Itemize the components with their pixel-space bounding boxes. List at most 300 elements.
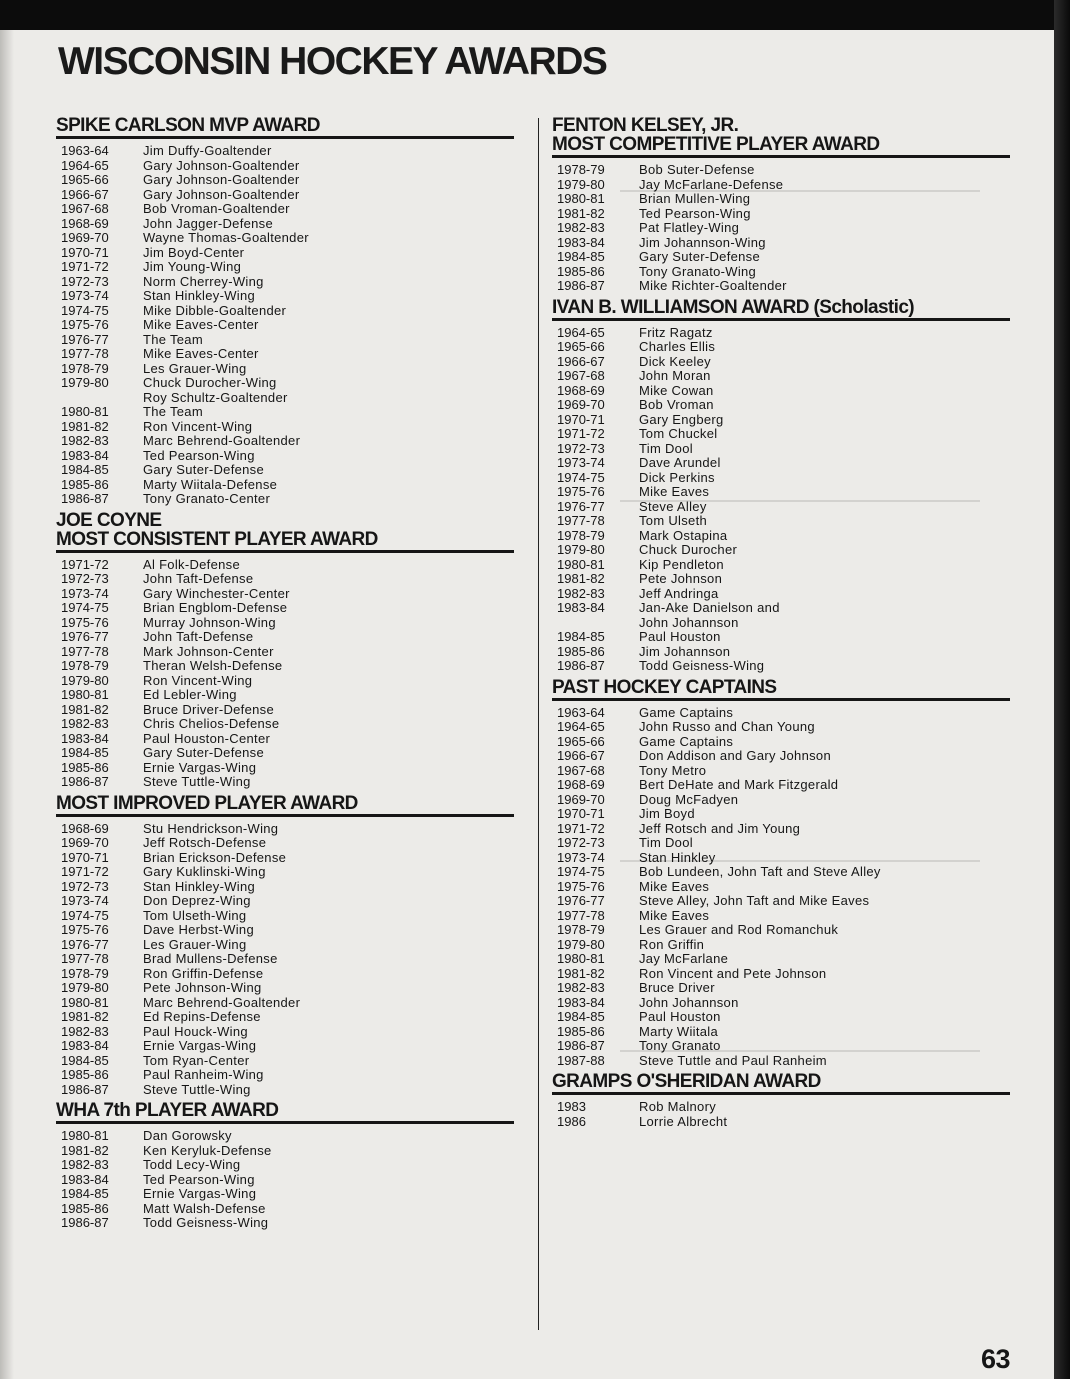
list-item	[56, 894, 514, 909]
season-year: 1982-83	[61, 433, 109, 448]
list-item	[56, 246, 514, 261]
recipient-name: Paul Ranheim-Wing	[143, 1067, 264, 1082]
list-item	[56, 865, 514, 880]
list-item	[56, 938, 514, 953]
list-item	[552, 735, 1010, 750]
list-item	[552, 793, 1010, 808]
season-year: 1986	[557, 1113, 586, 1129]
award-section-most-improved-player-award	[56, 794, 514, 1102]
season-year: 1968-69	[557, 777, 605, 792]
recipient-name: Todd Lecy-Wing	[143, 1157, 241, 1172]
season-year: 1972-73	[61, 273, 109, 289]
list-item	[552, 880, 1010, 895]
recipient-name: Jay McFarlane-Defense	[639, 176, 784, 192]
recipient-name: Marty Wiitala-Defense	[143, 476, 278, 492]
recipient-name: Al Folk-Defense	[143, 556, 240, 572]
list-item	[56, 173, 514, 188]
section-heading	[552, 298, 1010, 321]
recipient-name: Pat Flatley-Wing	[639, 220, 740, 235]
recipient-name: Tom Chuckel	[639, 426, 718, 441]
list-item	[552, 601, 1010, 616]
list-item	[552, 630, 1010, 645]
season-year: 1979-80	[557, 936, 605, 952]
recipient-name: Marty Wiitala	[639, 1023, 719, 1039]
recipient-name: Fritz Ragatz	[639, 324, 713, 340]
season-year: 1986-87	[557, 1038, 605, 1053]
recipient-name: Kip Pendleton	[639, 556, 724, 572]
recipient-name: Tony Granato-Wing	[639, 263, 757, 279]
season-year: 1978-79	[61, 360, 109, 376]
season-year: 1984-85	[557, 629, 605, 644]
season-year: 1975-76	[61, 614, 109, 630]
list-item	[56, 420, 514, 435]
recipient-name: Ernie Vargas-Wing	[143, 1038, 257, 1053]
recipient-name: Mike Eaves	[639, 878, 710, 894]
season-year: 1973-74	[61, 893, 109, 908]
season-year: 1970-71	[557, 806, 605, 821]
recipient-name: Mike Eaves	[639, 484, 710, 499]
list-item	[56, 1187, 514, 1202]
list-item	[552, 471, 1010, 486]
season-year: 1969-70	[557, 791, 605, 807]
recipient-name: Murray Johnson-Wing	[143, 614, 276, 630]
season-year: 1982-83	[557, 220, 605, 235]
list-item	[552, 894, 1010, 909]
recipient-name: Bob Vroman-Goaltender	[143, 201, 290, 216]
season-year: 1981-82	[61, 1009, 109, 1024]
season-year: 1985-86	[61, 1200, 109, 1216]
page-title: WISCONSIN HOCKEY AWARDS	[58, 40, 607, 83]
season-year: 1971-72	[557, 426, 605, 441]
recipient-name: Mark Johnson-Center	[143, 643, 274, 659]
season-year: 1983-84	[557, 994, 605, 1010]
recipient-name: Roy Schultz-Goaltender	[143, 389, 288, 405]
recipient-name: Paul Houck-Wing	[143, 1023, 248, 1039]
season-year: 1973-74	[61, 585, 109, 601]
award-section-fenton-kelsey-jr-most-competitive-player-award	[552, 116, 1010, 298]
list-item	[56, 630, 514, 645]
section-heading-line: MOST CONSISTENT PLAYER AWARD	[56, 528, 378, 550]
recipient-name: John Johannson	[639, 994, 739, 1010]
recipient-name: Marc Behrend-Goaltender	[143, 433, 301, 448]
section-heading-line: PAST HOCKEY CAPTAINS	[552, 676, 777, 698]
season-year: 1976-77	[61, 331, 109, 347]
season-year: 1982-83	[557, 585, 605, 601]
list-item	[552, 851, 1010, 866]
season-year: 1977-78	[557, 907, 605, 923]
recipient-name: John Johannson	[639, 614, 739, 630]
recipient-name: Don Addison and Gary Johnson	[639, 748, 831, 763]
season-year: 1964-65	[61, 157, 109, 173]
list-item	[552, 572, 1010, 587]
season-year: 1964-65	[557, 324, 605, 340]
list-item	[552, 967, 1010, 982]
list-item	[552, 543, 1010, 558]
season-year: 1982-83	[61, 1157, 109, 1172]
season-year: 1980-81	[61, 994, 109, 1010]
season-year: 1969-70	[61, 835, 109, 850]
season-year: 1979-80	[557, 176, 605, 192]
list-item	[552, 427, 1010, 442]
list-item	[552, 456, 1010, 471]
recipient-name: Brian Mullen-Wing	[639, 191, 751, 206]
recipient-name: Gary Engberg	[639, 411, 724, 427]
page-number: 63	[980, 1344, 1010, 1374]
recipient-name: Chuck Durocher	[639, 542, 738, 557]
recipient-name: Ron Vincent and Pete Johnson	[639, 965, 827, 981]
recipient-name: Dan Gorowsky	[143, 1128, 232, 1143]
list-item	[56, 260, 514, 275]
list-item	[56, 1039, 514, 1054]
recipient-name: Bruce Driver-Defense	[143, 701, 274, 717]
list-item	[56, 851, 514, 866]
list-item	[552, 192, 1010, 207]
recipient-name: Rob Malnory	[639, 1099, 716, 1114]
season-year: 1979-80	[61, 980, 109, 995]
section-heading	[56, 1101, 514, 1124]
list-item	[552, 822, 1010, 837]
recipient-name: Steve Alley, John Taft and Mike Eaves	[639, 893, 870, 908]
list-item	[56, 775, 514, 790]
season-year: 1977-78	[61, 951, 109, 966]
list-item	[56, 1144, 514, 1159]
season-year: 1983-84	[61, 730, 109, 746]
season-year: 1980-81	[557, 556, 605, 572]
recipient-name: Ron Griffin-Defense	[143, 965, 264, 981]
season-year: 1984-85	[557, 249, 605, 264]
recipient-name: Gary Suter-Defense	[639, 249, 761, 264]
list-item	[552, 996, 1010, 1011]
season-year: 1972-73	[61, 571, 109, 586]
list-item	[552, 706, 1010, 721]
recipient-name: Jim Boyd-Center	[143, 244, 245, 260]
recipient-name: Marc Behrend-Goaltender	[143, 994, 301, 1010]
recipient-name: Ron Griffin	[639, 936, 705, 952]
season-year: 1968-69	[557, 382, 605, 398]
section-heading	[56, 794, 514, 817]
section-heading-line: IVAN B. WILLIAMSON AWARD (Scholastic)	[552, 296, 915, 318]
award-section-joe-coyne-most-consistent-player-award	[56, 511, 514, 794]
season-year: 1981-82	[61, 701, 109, 717]
season-year: 1985-86	[61, 1067, 109, 1082]
season-year: 1963-64	[61, 143, 109, 158]
recipient-name: Mike Dibble-Goaltender	[143, 302, 287, 318]
recipient-name: Steve Tuttle and Paul Ranheim	[639, 1052, 827, 1068]
recipient-name: Tom Ryan-Center	[143, 1052, 250, 1068]
season-year: 1982-83	[61, 716, 109, 731]
season-year	[552, 616, 639, 631]
list-item	[552, 529, 1010, 544]
season-year: 1977-78	[61, 346, 109, 361]
season-year: 1970-71	[557, 411, 605, 427]
list-item	[56, 952, 514, 967]
recipient-name: Lorrie Albrecht	[639, 1113, 728, 1129]
season-year: 1974-75	[61, 907, 109, 923]
season-year: 1963-64	[557, 704, 605, 720]
list-item	[56, 362, 514, 377]
list-item	[56, 645, 514, 660]
season-year: 1971-72	[61, 556, 109, 572]
recipient-name: Gary Winchester-Center	[143, 585, 290, 601]
list-item	[56, 923, 514, 938]
recipient-name: Chuck Durocher-Wing	[143, 375, 277, 390]
recipient-name: Ernie Vargas-Wing	[143, 759, 257, 775]
season-year: 1978-79	[557, 162, 605, 177]
left-column	[56, 116, 514, 1235]
season-year: 1973-74	[61, 288, 109, 303]
page-top-dark-band	[0, 0, 1070, 30]
section-heading	[552, 678, 1010, 701]
season-year: 1980-81	[557, 951, 605, 966]
recipient-name: Mike Richter-Goaltender	[639, 278, 787, 293]
recipient-name: Ted Pearson-Wing	[143, 447, 255, 463]
recipient-name: Ted Pearson-Wing	[639, 205, 751, 221]
list-item	[56, 981, 514, 996]
season-year: 1973-74	[557, 849, 605, 865]
list-item	[552, 1025, 1010, 1040]
list-item	[56, 159, 514, 174]
list-item	[56, 558, 514, 573]
season-year: 1975-76	[61, 317, 109, 332]
recipient-name: Paul Houston	[639, 629, 721, 644]
list-item	[552, 909, 1010, 924]
list-item	[552, 500, 1010, 515]
section-heading-line: FENTON KELSEY, JR.	[552, 115, 739, 136]
season-year: 1974-75	[61, 600, 109, 615]
recipient-name: Theran Welsh-Defense	[143, 658, 283, 673]
list-item	[56, 996, 514, 1011]
recipient-name: Dick Keeley	[639, 353, 711, 369]
award-section-spike-carlson-mvp-award	[56, 116, 514, 511]
list-item	[56, 202, 514, 217]
season-year: 1975-76	[557, 484, 605, 499]
season-year: 1971-72	[61, 259, 109, 274]
section-heading-line: GRAMPS O'SHERIDAN AWARD	[552, 1071, 821, 1092]
list-item	[552, 587, 1010, 602]
season-year: 1979-80	[61, 375, 109, 390]
list-item	[56, 601, 514, 616]
recipient-name: Mike Eaves-Center	[143, 346, 259, 361]
season-year: 1978-79	[557, 922, 605, 937]
recipient-name: Tony Metro	[639, 762, 707, 778]
season-year: 1984-85	[61, 745, 109, 760]
list-item	[56, 674, 514, 689]
list-item	[56, 405, 514, 420]
recipient-name: John Taft-Defense	[143, 571, 254, 586]
list-item	[56, 347, 514, 362]
season-year: 1974-75	[557, 469, 605, 485]
recipient-name: Gary Suter-Defense	[143, 745, 265, 760]
recipient-name: Jeff Rotsch and Jim Young	[639, 820, 801, 836]
page-right-dark-edge	[1054, 0, 1070, 1379]
list-item	[56, 732, 514, 747]
recipient-name: Paul Houston-Center	[143, 730, 271, 746]
list-item	[56, 761, 514, 776]
recipient-name: Game Captains	[639, 704, 734, 720]
section-heading	[552, 1072, 1010, 1095]
season-year: 1965-66	[557, 733, 605, 749]
list-item	[56, 318, 514, 333]
list-item	[56, 376, 514, 391]
season-year: 1980-81	[61, 687, 109, 702]
season-year: 1985-86	[557, 643, 605, 659]
list-item	[56, 822, 514, 837]
recipient-name: Jeff Andringa	[639, 585, 719, 601]
season-year: 1976-77	[61, 629, 109, 644]
section-heading-line: MOST COMPETITIVE PLAYER AWARD	[552, 134, 880, 155]
season-year: 1977-78	[61, 643, 109, 659]
list-item	[56, 1158, 514, 1173]
recipient-name: Gary Johnson-Goaltender	[143, 186, 300, 202]
season-year: 1969-70	[557, 397, 605, 412]
recipient-name: Jim Johannson	[639, 643, 731, 659]
season-year: 1972-73	[557, 835, 605, 850]
recipient-name: The Team	[143, 404, 203, 419]
recipient-name: Brian Erickson-Defense	[143, 849, 287, 865]
season-year: 1984-85	[557, 1009, 605, 1024]
recipient-name: Charles Ellis	[639, 339, 716, 354]
list-item	[552, 398, 1010, 413]
list-item	[552, 413, 1010, 428]
list-item	[56, 144, 514, 159]
season-year: 1983-84	[557, 234, 605, 250]
list-item	[552, 764, 1010, 779]
season-year: 1971-72	[557, 820, 605, 836]
list-item	[56, 967, 514, 982]
season-year: 1982-83	[557, 980, 605, 995]
recipient-name: Steve Tuttle-Wing	[143, 774, 251, 789]
list-item	[56, 217, 514, 232]
list-item	[56, 1083, 514, 1098]
list-item	[552, 923, 1010, 938]
recipient-name: Pete Johnson-Wing	[143, 980, 262, 995]
recipient-name: Ron Vincent-Wing	[143, 672, 253, 688]
recipient-name: Mark Ostapina	[639, 527, 728, 543]
section-heading-line: MOST IMPROVED PLAYER AWARD	[56, 792, 358, 814]
section-heading	[552, 116, 1010, 158]
list-item	[552, 485, 1010, 500]
recipient-name: John Moran	[639, 368, 711, 383]
recipient-name: Dave Herbst-Wing	[143, 922, 254, 937]
recipient-name: Paul Houston	[639, 1009, 721, 1024]
season-year: 1981-82	[61, 1142, 109, 1158]
recipient-name: Stan Hinkley	[639, 849, 716, 865]
list-item	[56, 231, 514, 246]
list-item	[56, 836, 514, 851]
right-column	[552, 116, 1010, 1133]
award-section-gramps-o-sheridan-award	[552, 1072, 1010, 1133]
list-item	[56, 572, 514, 587]
list-item	[552, 326, 1010, 341]
list-item	[56, 1025, 514, 1040]
column-divider	[538, 118, 539, 1330]
list-item	[56, 275, 514, 290]
season-year: 1983-84	[61, 447, 109, 463]
season-year: 1985-86	[557, 263, 605, 279]
list-item	[56, 688, 514, 703]
recipient-name: Bert DeHate and Mark Fitzgerald	[639, 777, 839, 792]
recipient-name: Jim Young-Wing	[143, 259, 242, 274]
recipient-name: Stan Hinkley-Wing	[143, 878, 256, 894]
season-year: 1981-82	[61, 418, 109, 434]
recipient-name: Jim Boyd	[639, 806, 695, 821]
recipient-name: Steve Tuttle-Wing	[143, 1081, 251, 1097]
season-year: 1967-68	[557, 368, 605, 383]
list-item	[552, 1100, 1010, 1115]
list-item	[56, 1010, 514, 1025]
season-year: 1976-77	[61, 936, 109, 952]
season-year: 1981-82	[557, 571, 605, 586]
list-item	[56, 659, 514, 674]
list-item	[56, 717, 514, 732]
recipient-name: John Jagger-Defense	[143, 215, 273, 231]
recipient-name: Todd Geisness-Wing	[639, 658, 765, 673]
recipient-name: Jim Johannson-Wing	[639, 234, 766, 250]
recipient-name: Tony Granato-Center	[143, 491, 271, 506]
list-item	[552, 1054, 1010, 1069]
recipient-name: Todd Geisness-Wing	[143, 1215, 269, 1230]
recipient-name: Ken Keryluk-Defense	[143, 1142, 272, 1158]
recipient-name: Gary Kuklinski-Wing	[143, 864, 266, 879]
recipient-name: Mike Eaves	[639, 907, 710, 923]
list-item	[552, 836, 1010, 851]
recipient-name: Bob Lundeen, John Taft and Steve Alley	[639, 864, 881, 879]
list-item	[552, 178, 1010, 193]
list-item	[56, 587, 514, 602]
recipient-name: Gary Suter-Defense	[143, 462, 265, 477]
list-item	[56, 289, 514, 304]
season-year: 1976-77	[557, 498, 605, 514]
list-item	[552, 1115, 1010, 1130]
season-year: 1985-86	[61, 476, 109, 492]
list-item	[56, 333, 514, 348]
recipient-name: Gary Johnson-Goaltender	[143, 172, 300, 187]
list-item	[56, 304, 514, 319]
recipient-name: Dick Perkins	[639, 469, 715, 485]
season-year: 1975-76	[557, 878, 605, 894]
recipient-name: Mike Eaves-Center	[143, 317, 259, 332]
season-year: 1985-86	[61, 759, 109, 775]
season-year: 1983-84	[61, 1038, 109, 1053]
recipient-name: Doug McFadyen	[639, 791, 739, 807]
season-year: 1981-82	[557, 965, 605, 981]
recipient-name: Les Grauer and Rod Romanchuk	[639, 922, 839, 937]
season-year: 1986-87	[61, 491, 109, 506]
season-year: 1974-75	[61, 302, 109, 318]
recipient-name: Jay McFarlane	[639, 951, 729, 966]
list-item	[56, 1216, 514, 1231]
list-item	[56, 1202, 514, 1217]
season-year: 1986-87	[61, 1215, 109, 1230]
season-year: 1971-72	[61, 864, 109, 879]
season-year: 1965-66	[557, 339, 605, 354]
recipient-name: Ernie Vargas-Wing	[143, 1186, 257, 1201]
award-section-ivan-b-williamson-award-scholastic	[552, 298, 1010, 678]
list-item	[552, 938, 1010, 953]
list-item	[552, 369, 1010, 384]
recipient-name: Norm Cherrey-Wing	[143, 273, 264, 289]
list-item	[56, 880, 514, 895]
recipient-name: Bob Vroman	[639, 397, 714, 412]
season-year: 1974-75	[557, 864, 605, 879]
season-year: 1970-71	[61, 849, 109, 865]
list-item	[56, 449, 514, 464]
recipient-name: Ed Repins-Defense	[143, 1009, 261, 1024]
season-year: 1966-67	[61, 186, 109, 202]
season-year: 1984-85	[61, 1186, 109, 1201]
recipient-name: Tom Ulseth	[639, 513, 708, 528]
season-year: 1986-87	[557, 278, 605, 293]
